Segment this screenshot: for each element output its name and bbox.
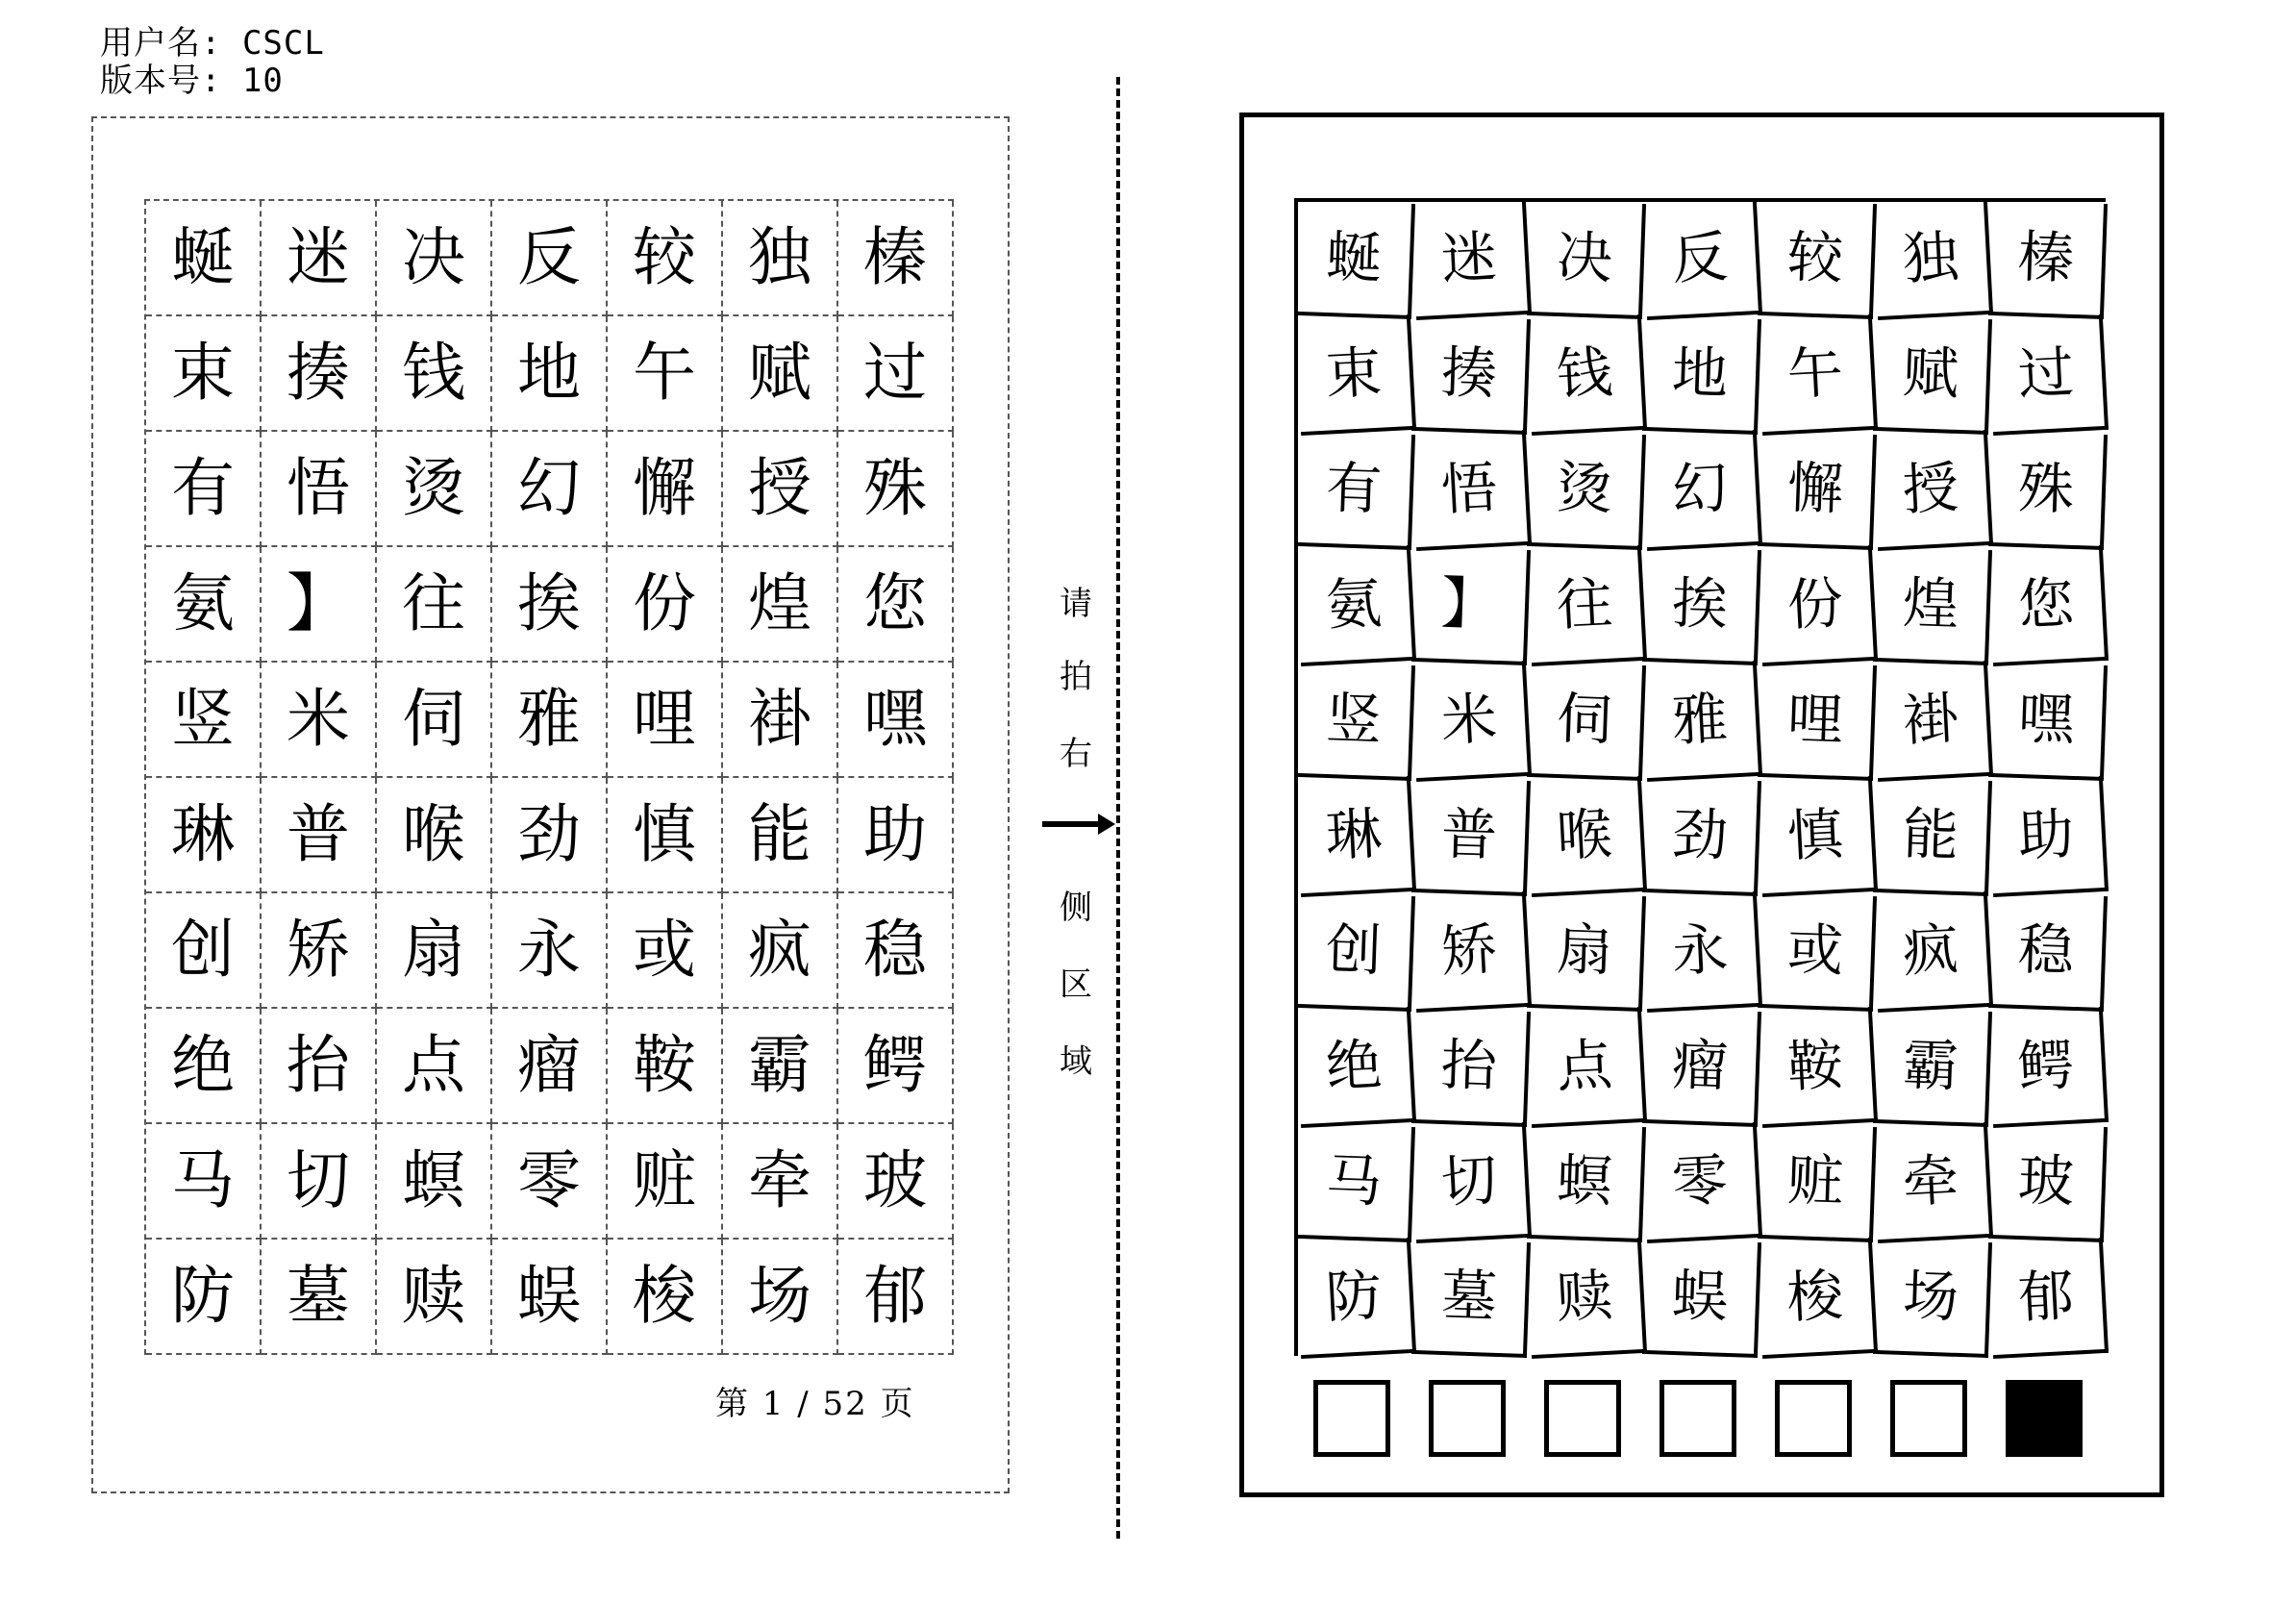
- instruction-char: 右: [1060, 735, 1092, 773]
- handwritten-char-cell: 褂: [1872, 661, 1993, 782]
- template-char-cell: 螟: [377, 1124, 492, 1240]
- template-char-cell: 霸: [723, 1009, 838, 1124]
- handwritten-char-cell: 迷: [1410, 199, 1532, 320]
- handwritten-char-cell: 鳄: [1987, 1007, 2109, 1128]
- handwritten-char-cell: 竖: [1296, 662, 1415, 781]
- template-char-cell: 烫: [377, 432, 492, 547]
- template-char-cell: 鳄: [838, 1009, 954, 1124]
- template-char-cell: 扇: [377, 893, 492, 1009]
- username-line: 用户名: CSCL: [100, 24, 325, 63]
- template-char-cell: 揍: [262, 316, 377, 432]
- filled-marker-box: [2006, 1380, 2083, 1457]
- instruction-char: 域: [1060, 1042, 1092, 1081]
- arrow-right-icon: [1042, 821, 1100, 827]
- handwritten-char-cell: 钱: [1526, 314, 1647, 436]
- template-char-cell: 懈: [608, 432, 723, 547]
- handwritten-char-cell: 悟: [1410, 430, 1532, 551]
- template-char-cell: 伺: [377, 663, 492, 778]
- handwritten-char-cell: 劲: [1642, 777, 1761, 896]
- empty-marker-box: [1544, 1380, 1621, 1457]
- handwritten-char-cell: 赎: [1526, 1238, 1647, 1359]
- template-char-cell: 赎: [377, 1240, 492, 1355]
- template-char-grid: [144, 199, 954, 1355]
- page-code-markers: [1313, 1380, 2121, 1457]
- template-char-cell: 切: [262, 1124, 377, 1240]
- template-char-cell: 煌: [723, 547, 838, 663]
- handwritten-char-cell: 地: [1642, 315, 1761, 435]
- empty-marker-box: [1660, 1380, 1736, 1457]
- template-char-cell: 马: [146, 1124, 262, 1240]
- handwriting-grid: [1294, 198, 2106, 1356]
- instruction-char: 侧: [1060, 889, 1092, 927]
- empty-marker-box: [1429, 1380, 1506, 1457]
- template-char-cell: 赋: [723, 316, 838, 432]
- template-char-cell: 喉: [377, 778, 492, 893]
- handwritten-char-cell: 玻: [1988, 1123, 2108, 1242]
- handwritten-char-cell: 马: [1296, 1123, 1415, 1242]
- template-char-cell: 绝: [146, 1009, 262, 1124]
- handwritten-char-cell: 创: [1296, 892, 1415, 1012]
- handwritten-char-cell: 矫: [1410, 891, 1532, 1013]
- handwritten-char-cell: 嘿: [1988, 662, 2108, 781]
- instruction-char: 拍: [1060, 658, 1092, 696]
- handwritten-char-cell: 郁: [1987, 1238, 2109, 1359]
- handwritten-char-cell: 防: [1295, 1238, 1416, 1359]
- handwritten-char-cell: 鞍: [1757, 1007, 1878, 1128]
- empty-marker-box: [1775, 1380, 1852, 1457]
- template-char-cell: 过: [838, 316, 954, 432]
- template-char-cell: 午: [608, 316, 723, 432]
- handwritten-char-cell: 零: [1641, 1122, 1762, 1243]
- handwritten-char-cell: 蜈: [1642, 1239, 1761, 1358]
- template-char-cell: 蜒: [146, 201, 262, 316]
- template-char-cell: 较: [608, 201, 723, 316]
- handwritten-char-cell: 较: [1758, 200, 1877, 319]
- template-char-cell: 矫: [262, 893, 377, 1009]
- template-char-cell: 您: [838, 547, 954, 663]
- template-char-cell: 墓: [262, 1240, 377, 1355]
- handwritten-char-cell: 榛: [1988, 200, 2108, 319]
- handwritten-char-cell: 独: [1872, 199, 1993, 320]
- center-divider: [1116, 77, 1120, 1539]
- template-char-cell: 普: [262, 778, 377, 893]
- handwritten-char-cell: 赋: [1873, 315, 1992, 435]
- template-char-cell: 慎: [608, 778, 723, 893]
- template-char-cell: 有: [146, 432, 262, 547]
- template-char-cell: 氨: [146, 547, 262, 663]
- handwritten-char-cell: 烫: [1527, 431, 1646, 550]
- template-char-cell: 悟: [262, 432, 377, 547]
- sheet-meta: [100, 25, 325, 100]
- template-char-cell: 蜈: [492, 1240, 608, 1355]
- template-char-cell: 决: [377, 201, 492, 316]
- handwritten-char-cell: 螟: [1527, 1123, 1646, 1242]
- handwritten-char-cell: 切: [1410, 1122, 1532, 1243]
- handwritten-char-cell: 挨: [1642, 546, 1761, 665]
- handwritten-char-cell: 伺: [1527, 662, 1646, 781]
- handwritten-char-cell: 雅: [1641, 661, 1762, 782]
- template-char-cell: 零: [492, 1124, 608, 1240]
- handwritten-char-cell: 赃: [1758, 1123, 1877, 1242]
- handwritten-char-cell: 能: [1873, 777, 1992, 896]
- handwritten-char-cell: 绝: [1295, 1007, 1416, 1128]
- template-char-cell: 钱: [377, 316, 492, 432]
- template-char-cell: 永: [492, 893, 608, 1009]
- handwritten-char-cell: 琳: [1295, 776, 1416, 897]
- handwritten-char-cell: 霸: [1873, 1008, 1992, 1127]
- handwritten-char-cell: 氨: [1295, 545, 1416, 666]
- handwritten-char-cell: 蜒: [1296, 200, 1415, 319]
- handwritten-char-cell: 或: [1758, 892, 1877, 1012]
- handwritten-char-cell: 瘤: [1642, 1008, 1761, 1127]
- template-char-cell: 榛: [838, 201, 954, 316]
- handwritten-char-cell: 慎: [1757, 776, 1878, 897]
- handwritten-char-cell: 喉: [1526, 776, 1647, 897]
- template-char-cell: 雅: [492, 663, 608, 778]
- template-char-cell: 竖: [146, 663, 262, 778]
- handwritten-char-cell: 永: [1641, 891, 1762, 1013]
- handwritten-char-cell: 决: [1527, 200, 1646, 319]
- handwritten-char-cell: 抬: [1411, 1008, 1531, 1127]
- page-indicator: 第 1 / 52 页: [715, 1385, 915, 1423]
- instruction-char: 请: [1060, 585, 1092, 623]
- template-char-cell: 独: [723, 201, 838, 316]
- template-char-cell: 束: [146, 316, 262, 432]
- handwritten-char-cell: 授: [1872, 430, 1993, 551]
- template-char-cell: 郁: [838, 1240, 954, 1355]
- template-char-cell: 疯: [723, 893, 838, 1009]
- handwritten-char-cell: 哩: [1758, 662, 1877, 781]
- handwritten-char-cell: 】: [1411, 546, 1531, 665]
- template-char-cell: 助: [838, 778, 954, 893]
- template-char-cell: 场: [723, 1240, 838, 1355]
- handwritten-char-cell: 牵: [1872, 1122, 1993, 1243]
- handwritten-char-cell: 扇: [1527, 892, 1646, 1012]
- template-char-cell: 或: [608, 893, 723, 1009]
- template-char-cell: 能: [723, 778, 838, 893]
- handwritten-char-cell: 份: [1757, 545, 1878, 666]
- template-char-cell: 挨: [492, 547, 608, 663]
- handwritten-char-cell: 梭: [1757, 1238, 1878, 1359]
- template-char-cell: 点: [377, 1009, 492, 1124]
- template-char-cell: 】: [262, 547, 377, 663]
- version-line: 版本号: 10: [100, 62, 284, 100]
- handwritten-char-cell: 揍: [1411, 315, 1531, 435]
- handwritten-char-cell: 您: [1987, 545, 2109, 666]
- template-char-cell: 反: [492, 201, 608, 316]
- instruction-char: 区: [1060, 965, 1092, 1004]
- template-char-cell: 抬: [262, 1009, 377, 1124]
- handwritten-char-cell: 往: [1526, 545, 1647, 666]
- handwritten-char-cell: 反: [1641, 199, 1762, 320]
- handwritten-char-cell: 午: [1757, 314, 1878, 436]
- handwritten-char-cell: 助: [1987, 776, 2109, 897]
- template-char-cell: 幻: [492, 432, 608, 547]
- handwritten-char-cell: 煌: [1873, 546, 1992, 665]
- handwritten-char-cell: 殊: [1988, 431, 2108, 550]
- handwritten-char-cell: 懈: [1758, 431, 1877, 550]
- handwritten-char-cell: 过: [1987, 314, 2109, 436]
- template-char-cell: 褂: [723, 663, 838, 778]
- template-char-cell: 琳: [146, 778, 262, 893]
- template-char-cell: 梭: [608, 1240, 723, 1355]
- handwritten-char-cell: 稳: [1988, 892, 2108, 1012]
- empty-marker-box: [1313, 1380, 1390, 1457]
- handwritten-char-cell: 点: [1526, 1007, 1647, 1128]
- template-char-cell: 殊: [838, 432, 954, 547]
- template-char-cell: 创: [146, 893, 262, 1009]
- handwritten-char-cell: 有: [1296, 431, 1415, 550]
- template-char-cell: 授: [723, 432, 838, 547]
- template-char-cell: 嘿: [838, 663, 954, 778]
- handwritten-char-cell: 米: [1410, 661, 1532, 782]
- template-char-cell: 牵: [723, 1124, 838, 1240]
- template-char-cell: 迷: [262, 201, 377, 316]
- handwritten-char-cell: 场: [1873, 1239, 1992, 1358]
- template-char-cell: 防: [146, 1240, 262, 1355]
- template-char-cell: 地: [492, 316, 608, 432]
- empty-marker-box: [1890, 1380, 1967, 1457]
- template-char-cell: 赃: [608, 1124, 723, 1240]
- template-char-cell: 米: [262, 663, 377, 778]
- handwritten-char-cell: 墓: [1411, 1239, 1531, 1358]
- template-char-cell: 往: [377, 547, 492, 663]
- template-char-cell: 鞍: [608, 1009, 723, 1124]
- template-char-cell: 玻: [838, 1124, 954, 1240]
- arrow-head-icon: [1098, 814, 1115, 835]
- handwritten-char-cell: 幻: [1641, 430, 1762, 551]
- template-char-cell: 瘤: [492, 1009, 608, 1124]
- template-char-cell: 劲: [492, 778, 608, 893]
- template-char-cell: 份: [608, 547, 723, 663]
- template-char-cell: 稳: [838, 893, 954, 1009]
- handwritten-char-cell: 疯: [1872, 891, 1993, 1013]
- handwritten-char-cell: 普: [1411, 777, 1531, 896]
- handwritten-char-cell: 束: [1295, 314, 1416, 436]
- template-char-cell: 哩: [608, 663, 723, 778]
